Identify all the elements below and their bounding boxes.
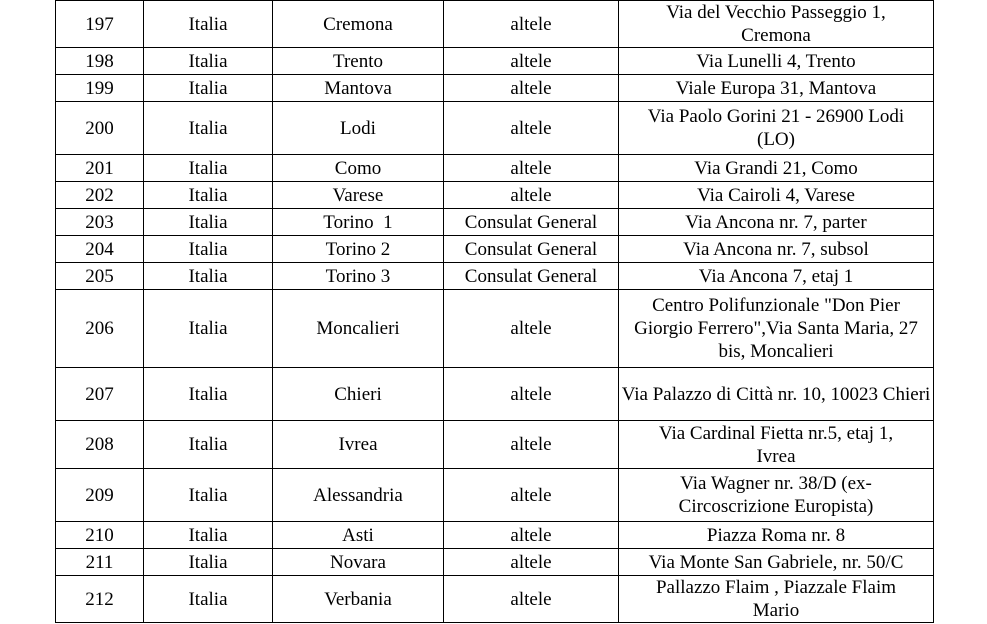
address-cell: Via Wagner nr. 38/D (ex-Circoscrizione Europista) [619,469,934,522]
country-cell: Italia [144,182,273,209]
address-cell: Via Lunelli 4, Trento [619,48,934,75]
row-number-cell: 212 [56,576,144,623]
address-cell: Piazza Roma nr. 8 [619,522,934,549]
row-number-cell: 199 [56,75,144,102]
row-number-cell: 202 [56,182,144,209]
type-cell: altele [444,1,619,48]
type-cell: altele [444,549,619,576]
table-row [56,522,934,549]
type-cell: altele [444,182,619,209]
country-cell: Italia [144,368,273,421]
type-cell: altele [444,421,619,469]
address-cell: Via Ancona 7, etaj 1 [619,263,934,290]
row-number-cell: 203 [56,209,144,236]
table-row [56,421,934,469]
country-cell: Italia [144,102,273,155]
country-cell: Italia [144,576,273,623]
row-number-cell: 205 [56,263,144,290]
address-cell: Via Palazzo di Città nr. 10, 10023 Chieri [619,368,934,421]
table-row [56,469,934,522]
table-row [56,155,934,182]
table-row [56,576,934,623]
type-cell: altele [444,469,619,522]
address-cell: Pallazzo Flaim , Piazzale Flaim Mario [619,576,934,623]
type-cell: Consulat General [444,263,619,290]
country-cell: Italia [144,522,273,549]
type-cell: altele [444,48,619,75]
city-cell: Novara [273,549,444,576]
row-number-cell: 197 [56,1,144,48]
table-row [56,209,934,236]
city-cell: Varese [273,182,444,209]
city-cell: Torino 1 [273,209,444,236]
table-row [56,75,934,102]
address-cell: Via Grandi 21, Como [619,155,934,182]
address-cell: Viale Europa 31, Mantova [619,75,934,102]
table-row [56,1,934,48]
city-cell: Torino 3 [273,263,444,290]
country-cell: Italia [144,75,273,102]
city-cell: Ivrea [273,421,444,469]
table-row [56,48,934,75]
city-cell: Mantova [273,75,444,102]
address-cell: Via Ancona nr. 7, subsol [619,236,934,263]
row-number-cell: 206 [56,290,144,368]
city-cell: Cremona [273,1,444,48]
city-cell: Asti [273,522,444,549]
type-cell: Consulat General [444,236,619,263]
country-cell: Italia [144,421,273,469]
city-cell: Torino 2 [273,236,444,263]
document-page [55,0,934,623]
row-number-cell: 207 [56,368,144,421]
country-cell: Italia [144,263,273,290]
type-cell: altele [444,102,619,155]
address-cell: Via del Vecchio Passeggio 1, Cremona [619,1,934,48]
row-number-cell: 210 [56,522,144,549]
polling-stations-table [55,0,934,623]
table-row [56,290,934,368]
table-row [56,102,934,155]
country-cell: Italia [144,48,273,75]
table-row [56,263,934,290]
row-number-cell: 208 [56,421,144,469]
address-cell: Via Cairoli 4, Varese [619,182,934,209]
country-cell: Italia [144,469,273,522]
city-cell: Trento [273,48,444,75]
address-cell: Centro Polifunzionale "Don Pier Giorgio Ferrero",Via Santa Maria, 27 bis, Moncalieri [619,290,934,368]
address-cell: Via Paolo Gorini 21 - 26900 Lodi (LO) [619,102,934,155]
address-cell: Via Ancona nr. 7, parter [619,209,934,236]
address-cell: Via Cardinal Fietta nr.5, etaj 1, Ivrea [619,421,934,469]
city-cell: Moncalieri [273,290,444,368]
table-row [56,368,934,421]
city-cell: Alessandria [273,469,444,522]
row-number-cell: 209 [56,469,144,522]
type-cell: altele [444,522,619,549]
country-cell: Italia [144,209,273,236]
table-row [56,549,934,576]
row-number-cell: 198 [56,48,144,75]
country-cell: Italia [144,549,273,576]
country-cell: Italia [144,1,273,48]
row-number-cell: 204 [56,236,144,263]
row-number-cell: 201 [56,155,144,182]
country-cell: Italia [144,290,273,368]
city-cell: Como [273,155,444,182]
type-cell: altele [444,155,619,182]
row-number-cell: 200 [56,102,144,155]
type-cell: Consulat General [444,209,619,236]
country-cell: Italia [144,236,273,263]
type-cell: altele [444,576,619,623]
address-cell: Via Monte San Gabriele, nr. 50/C [619,549,934,576]
country-cell: Italia [144,155,273,182]
type-cell: altele [444,368,619,421]
city-cell: Lodi [273,102,444,155]
row-number-cell: 211 [56,549,144,576]
type-cell: altele [444,290,619,368]
table-row [56,236,934,263]
type-cell: altele [444,75,619,102]
table-row [56,182,934,209]
city-cell: Verbania [273,576,444,623]
city-cell: Chieri [273,368,444,421]
